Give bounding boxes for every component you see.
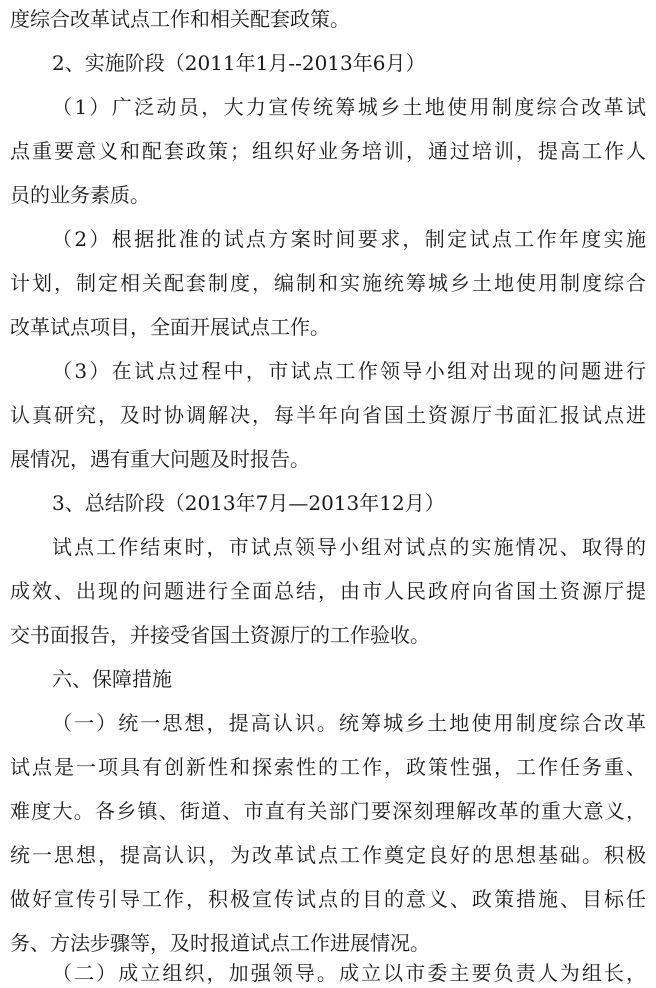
text-line: 试点是一项具有创新性和探索性的工作，政策性强，工作任务重、 [10, 755, 646, 779]
section-heading: 2、实施阶段（2011年1月--2013年6月） [52, 51, 426, 75]
text-line: （3）在试点过程中，市试点工作领导小组对出现的问题进行 [52, 359, 646, 383]
text-line: 统一思想，提高认识，为改革试点工作奠定良好的思想基础。积极 [10, 843, 646, 867]
text-line: （2）根据批准的试点方案时间要求，制定试点工作年度实施 [52, 227, 646, 251]
text-line: 点重要意义和配套政策；组织好业务培训，通过培训，提高工作人 [10, 139, 646, 163]
text-line: 展情况，遇有重大问题及时报告。 [10, 447, 310, 471]
section-heading: 六、保障措施 [52, 667, 172, 691]
text-line: 交书面报告，并接受省国土资源厅的工作验收。 [10, 623, 430, 647]
text-line: 认真研究，及时协调解决，每半年向省国土资源厅书面汇报试点进 [10, 403, 646, 427]
text-line: 计划，制定相关配套制度，编制和实施统筹城乡土地使用制度综合 [10, 271, 646, 295]
text-line: （1）广泛动员，大力宣传统筹城乡土地使用制度综合改革试 [52, 95, 646, 119]
text-line: （二）成立组织，加强领导。成立以市委主要负责人为组长， [52, 961, 646, 985]
text-line: 难度大。各乡镇、街道、市直有关部门要深刻理解改革的重大意义， [10, 799, 646, 823]
text-line: 员的业务素质。 [10, 183, 150, 207]
text-line: 成效、出现的问题进行全面总结，由市人民政府向省国土资源厅提 [10, 579, 646, 603]
text-line: 做好宣传引导工作，积极宣传试点的目的意义、政策措施、目标任 [10, 887, 646, 911]
section-heading: 3、总结阶段（2013年7月—2013年12月） [52, 491, 445, 515]
text-line: 度综合改革试点工作和相关配套政策。 [10, 7, 350, 31]
text-line: 改革试点项目，全面开展试点工作。 [10, 315, 330, 339]
text-line: （一）统一思想，提高认识。统筹城乡土地使用制度综合改革 [52, 711, 646, 735]
text-line: 务、方法步骤等，及时报道试点工作进展情况。 [10, 931, 430, 955]
text-line: 试点工作结束时，市试点领导小组对试点的实施情况、取得的 [52, 535, 646, 559]
